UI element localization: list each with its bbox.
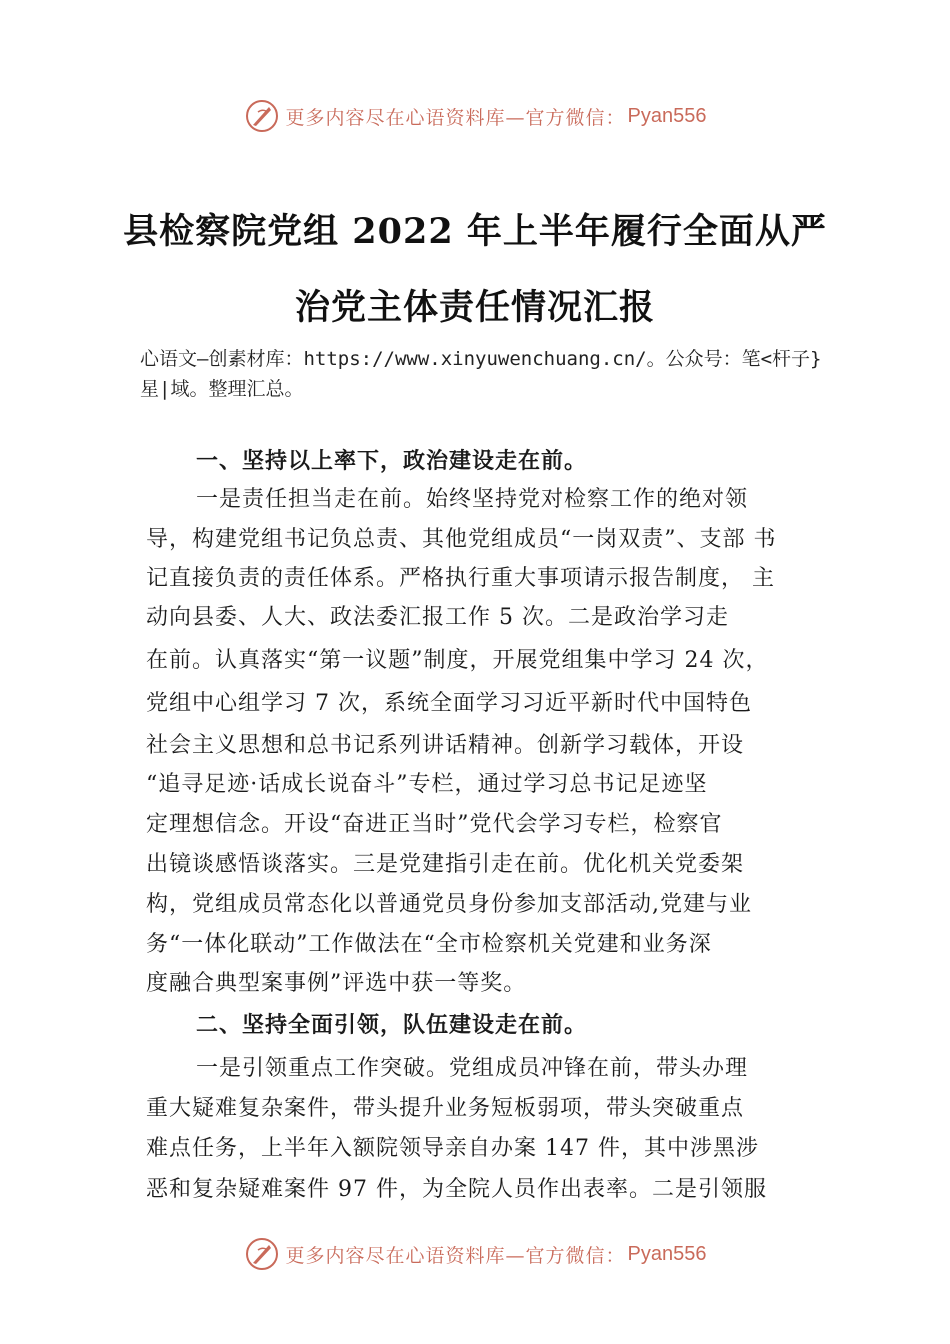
body-line: 度融合典型案事例”评选中获一等奖。	[146, 971, 527, 996]
section-heading-1: 一、坚持以上率下，政治建设走在前。	[196, 449, 588, 474]
body-line: 在前。认真落实“第一议题”制度，开展党组集中学习 24 次，	[146, 648, 769, 673]
watermark-wechat-id: Pyan556	[627, 104, 707, 127]
watermark-banner-top	[0, 96, 950, 136]
quill-logo-icon	[244, 98, 280, 134]
body-line: 社会主义思想和总书记系列讲话精神。创新学习载体，开设	[146, 733, 745, 758]
quill-logo-icon	[244, 1236, 280, 1272]
body-line: 一是引领重点工作突破。党组成员冲锋在前，带头办理	[196, 1056, 749, 1081]
body-line: “追寻足迹·话成长说奋斗”专栏，通过学习总书记足迹坚	[146, 772, 708, 797]
watermark-wechat-id: Pyan556	[627, 1242, 707, 1265]
body-line: 构，党组成员常态化以普通党员身份参加支部活动,党建与业	[146, 892, 752, 917]
body-line: 一是责任担当走在前。始终坚持党对检察工作的绝对领	[196, 487, 749, 512]
section-heading-2: 二、坚持全面引领，队伍建设走在前。	[196, 1013, 588, 1038]
body-line: 难点任务，上半年入额院领导亲自办案 147 件，其中涉黑涉	[146, 1136, 759, 1161]
document-title-line-2: 治党主体责任情况汇报	[294, 287, 655, 328]
source-note: 心语文—创素材库：https://www.xinyuwenchuang.cn/。公众号：笔<杆子}星|域。整理汇总。	[140, 348, 822, 400]
body-line: 动向县委、人大、政法委汇报工作 5 次。二是政治学习走	[146, 605, 729, 630]
body-line: 恶和复杂疑难案件 97 件，为全院人员作出表率。二是引领服	[146, 1177, 767, 1202]
document-title-line-1: 县检察院党组 2022 年上半年履行全面从严	[123, 211, 827, 252]
body-line: 出镜谈感悟谈落实。三是党建指引走在前。优化机关党委架	[146, 852, 745, 877]
body-line: 党组中心组学习 7 次，系统全面学习习近平新时代中国特色	[146, 691, 752, 716]
body-line: 定理想信念。开设“奋进正当时”党代会学习专栏，检察官	[146, 812, 723, 837]
body-line: 导，构建党组书记负总责、其他党组成员“一岗双责”、支部 书	[146, 527, 777, 552]
body-line: 重大疑难复杂案件，带头提升业务短板弱项，带头突破重点	[146, 1096, 745, 1121]
watermark-text: 更多内容尽在心语资料库—官方微信：	[285, 106, 626, 129]
body-line: 记直接负责的责任体系。严格执行重大事项请示报告制度， 主	[146, 566, 775, 591]
watermark-banner-bottom	[0, 1234, 950, 1274]
watermark-text: 更多内容尽在心语资料库—官方微信：	[285, 1244, 626, 1267]
body-line: 务“一体化联动”工作做法在“全市检察机关党建和业务深	[146, 932, 712, 957]
